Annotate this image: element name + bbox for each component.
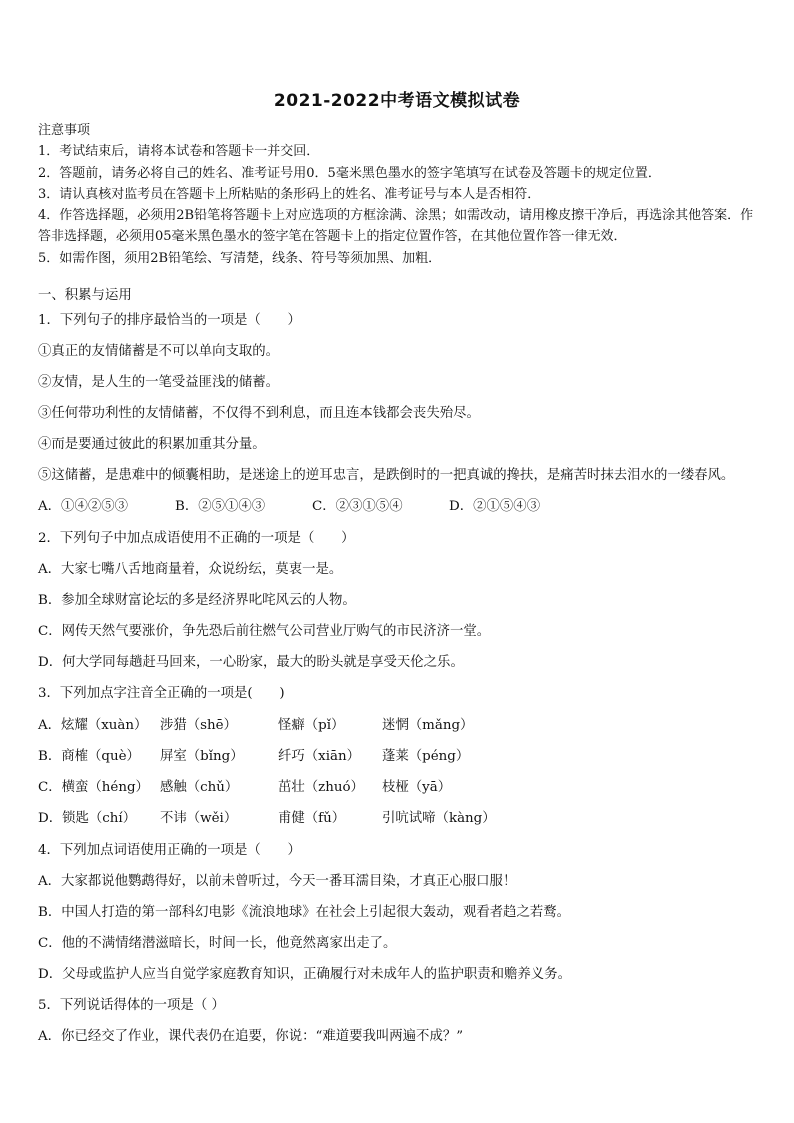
q1-option-a: A．①④②⑤③	[38, 499, 129, 514]
q2-option-c: C．网传天然气要涨价，争先恐后前往燃气公司营业厅购气的市民济济一堂。	[38, 624, 491, 639]
question-5-stem: 5．下列说话得体的一项是（ ）	[38, 998, 225, 1013]
q3-cell: 感触（chǔ）	[160, 780, 239, 795]
q3-cell: 不讳（wěi）	[160, 811, 238, 826]
q2-option-d: D．何大学同每趟赶马回来，一心盼家，最大的盼头就是享受天伦之乐。	[38, 655, 464, 670]
q3-option-row-a	[38, 716, 473, 736]
question-1-stem: 1．下列句子的排序最恰当的一项是（ ）	[38, 313, 301, 328]
q3-option-row-b	[38, 747, 469, 767]
q4-option-a: A．大家都说他鹦鹉得好，以前未曾听过，今天一番耳濡目染，才真正心服口服！	[38, 874, 517, 889]
q3-option-row-d	[38, 809, 496, 829]
q1-sentence: ⑤这储蓄，是患难中的倾囊相助，是迷途上的逆耳忠言，是跌倒时的一把真诚的搀扶，是痛苦时抹去泪水的一缕春风。	[38, 468, 735, 483]
q3-cell: D．锁匙（chí）	[38, 811, 137, 826]
q1-options	[38, 497, 540, 517]
q1-option-c: C．②③①⑤④	[312, 499, 403, 514]
q3-cell: C．横蛮（héng）	[38, 780, 149, 795]
q4-option-b: B．中国人打造的第一部科幻电影《流浪地球》在社会上引起很大轰动，观看者趋之若鹜。	[38, 905, 571, 920]
q3-cell: 涉猎（shē）	[160, 718, 237, 733]
q1-sentence: ③任何带功利性的友情储蓄，不仅得不到利息，而且连本钱都会丧失殆尽。	[38, 406, 480, 421]
q1-sentence: ④而是要通过彼此的积累加重其分量。	[38, 437, 266, 452]
q4-option-c: C．他的不满情绪潜滋暗长，时间一长，他竟然离家出走了。	[38, 936, 397, 951]
notice-item: 5．如需作图，须用2B铅笔绘、写清楚，线条、符号等须加黑、加粗．	[38, 250, 442, 266]
q3-cell: 屏室（bǐng）	[160, 749, 244, 764]
q3-cell: 纤巧（xiān）	[278, 749, 361, 764]
notice-heading: 注意事项	[38, 123, 91, 138]
q3-cell: A．炫耀（xuàn）	[38, 718, 148, 733]
section-heading: 一、积累与运用	[38, 288, 132, 303]
question-2-stem: 2．下列句子中加点成语使用不正确的一项是（ ）	[38, 531, 355, 546]
notice-item: 2．答题前，请务必将自己的姓名、准考证号用0．5毫米黑色墨水的签字笔填写在试卷及答题卡的规定位置．	[38, 165, 661, 181]
q1-option-d: D．②①⑤④③	[449, 499, 541, 514]
q2-option-b: B．参加全球财富论坛的多是经济界叱咤风云的人物。	[38, 593, 356, 608]
q3-cell: 茁壮（zhuó）	[278, 780, 364, 795]
q1-sentence: ①真正的友情储蓄是不可以单向支取的。	[38, 344, 280, 359]
q2-option-a: A．大家七嘴八舌地商量着，众说纷纭，莫衷一是。	[38, 562, 343, 577]
q3-cell: 蓬莱（péng）	[382, 749, 470, 764]
notice-item: 3．请认真核对监考员在答题卡上所粘贴的条形码上的姓名、准考证号与本人是否相符．	[38, 186, 541, 202]
q3-option-row-c	[38, 778, 451, 798]
notice-block	[38, 120, 764, 269]
q4-option-d: D．父母或监护人应当自觉学家庭教育知识，正确履行对未成年人的监护职责和赡养义务。	[38, 967, 571, 982]
q1-sentence: ②友情，是人生的一笔受益匪浅的储蓄。	[38, 375, 280, 390]
q5-option-a: A．你已经交了作业，课代表仍在追要，你说：“难道要我叫两遍不成？”	[38, 1029, 464, 1044]
q3-cell: 迷惘（mǎng）	[382, 718, 474, 733]
q3-cell: 枝桠（yā）	[382, 780, 452, 795]
q3-cell: 怪癖（pǐ）	[278, 718, 345, 733]
question-4-stem: 4．下列加点词语使用正确的一项是（ ）	[38, 843, 301, 858]
q3-cell: B．商榷（què）	[38, 749, 140, 764]
q3-cell: 甫健（fǔ）	[278, 811, 346, 826]
page-title: 2021-2022中考语文模拟试卷	[273, 91, 521, 111]
q3-cell: 引吭试啼（kàng）	[382, 811, 496, 826]
notice-item: 4．作答选择题，必须用2B铅笔将答题卡上对应选项的方框涂满、涂黑；如需改动，请用橡皮擦干净后，再选涂其他答案．作答非选择题，必须用05毫米黑色墨水的签字笔在答题卡上的指定位置作答，在其他位置作答一律无效．	[38, 208, 754, 245]
q1-option-b: B．②⑤①④③	[175, 499, 266, 514]
notice-item: 1．考试结束后，请将本试卷和答题卡一并交回．	[38, 144, 320, 160]
question-3-stem: 3．下列加点字注音全正确的一项是( )	[38, 686, 285, 701]
